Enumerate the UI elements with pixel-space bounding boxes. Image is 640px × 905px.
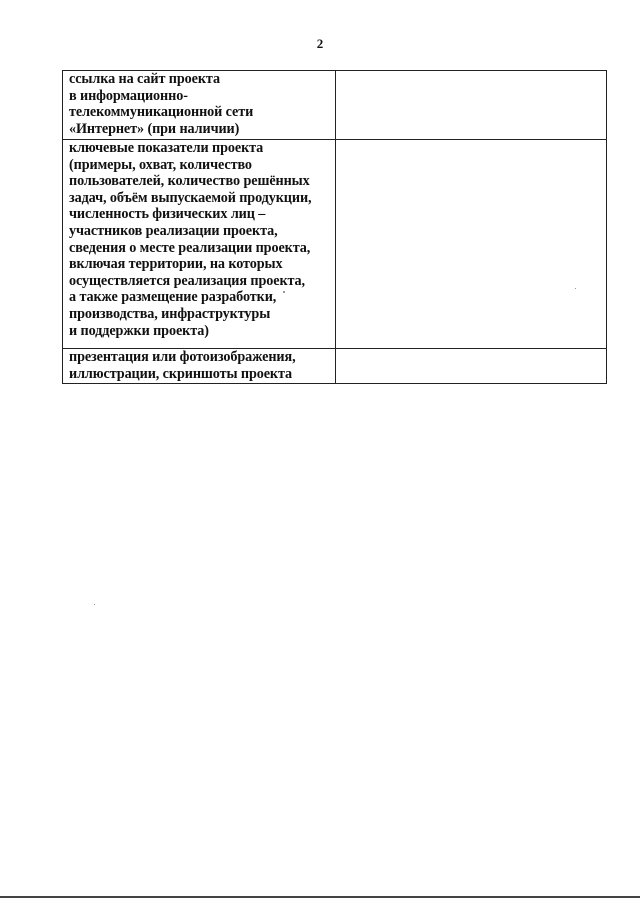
row-label-website: ссылка на сайт проекта в информационно- телекоммуникационной сети «Интернет» (при наличии) (69, 71, 254, 137)
scan-speck (94, 604, 95, 605)
row-value-cell-presentation[interactable] (335, 349, 607, 384)
bottom-edge-line (0, 896, 640, 898)
row-label-presentation: презентация или фотоизображения, иллюстрации, скриншоты проекта (69, 349, 296, 382)
project-info-table (62, 70, 607, 384)
row-label-key-indicators: ключевые показатели проекта (примеры, охват, количество пользователей, количество решённых задач, объём выпускаемой продукции, численность физических лиц – участников реализации проекта, сведения о месте реализации проекта, включая территории, на которых осуществляется реализация проекта, а также размещение разработки, производства, инфраструктуры и поддержки проекта) (69, 140, 312, 339)
table-row (63, 71, 607, 140)
table-row (63, 140, 607, 349)
row-label-cell (63, 140, 336, 349)
row-value-cell-website[interactable] (335, 71, 607, 140)
scan-speck (575, 288, 576, 289)
row-value-cell-key-indicators[interactable] (335, 140, 607, 349)
page-number: 2 (316, 36, 324, 51)
scan-speck (283, 291, 285, 293)
row-label-cell (63, 71, 336, 140)
table-row (63, 349, 607, 384)
row-label-cell (63, 349, 336, 384)
